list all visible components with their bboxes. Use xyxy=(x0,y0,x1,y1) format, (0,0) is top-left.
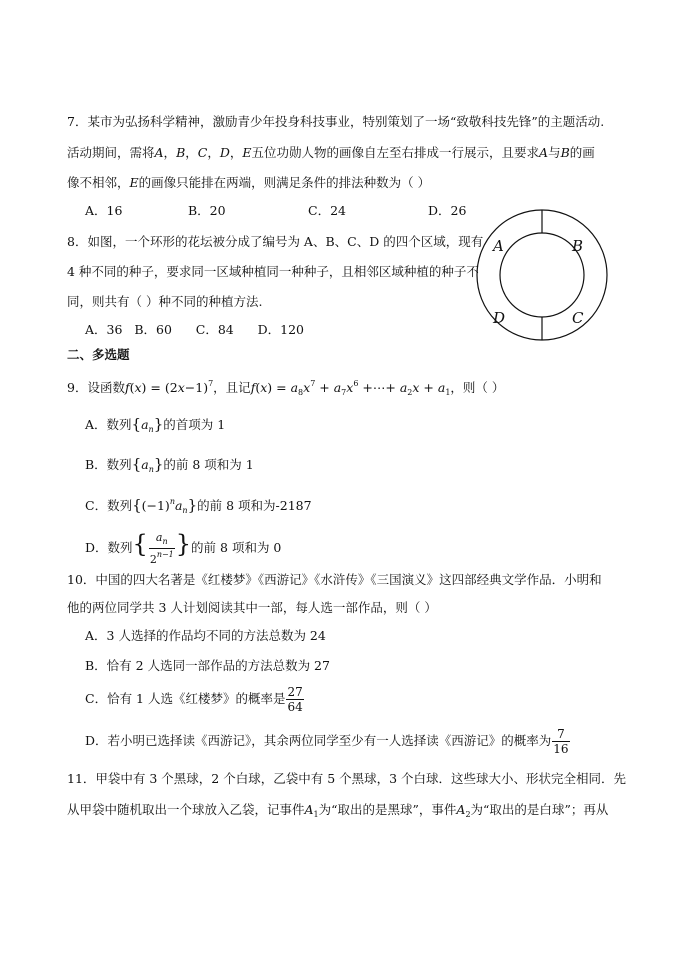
q9-option-d: D．数列{ $\frac{a_n}{2^{n-1}}$ }的前 8 项和为 0 xyxy=(85,530,282,566)
region-b-label: B xyxy=(572,237,584,255)
q7-option-c: C．24 xyxy=(308,203,346,218)
q8-options: A．36 B．60 C．84 D．120 xyxy=(85,322,304,337)
q9-option-b: B．数列$\{a_n\}$的前 8 项和为 1 xyxy=(85,455,254,474)
q11-line-1: 11．甲袋中有 3 个黑球，2 个白球，乙袋中有 5 个黑球，3 个白球．这些球大小、形状完全相同．先 xyxy=(67,771,627,786)
q10-option-c: C．恰有 1 人选《红楼梦》的概率是 $\frac{27}{64}$ xyxy=(85,685,303,714)
q10-d-fraction: $\frac{7}{16}$ xyxy=(553,727,569,756)
q10-c-fraction: $\frac{27}{64}$ xyxy=(287,685,303,714)
q9-stem: 9．设函数$f(x) = (2x-1)^7$，且记$f(x) = a_8x^7 + a_7x^6$ +⋯+ $a_2x + a_1$，则（ ） xyxy=(67,379,505,397)
ring-flowerbed-figure xyxy=(472,205,612,345)
q7-line-1: 7．某市为弘扬科学精神，激励青少年投身科技事业，特别策划了一场“致敬科技先锋”的主题活动. xyxy=(67,114,605,129)
q9-option-a: A．数列$\{a_n\}$的首项为 1 xyxy=(85,415,226,434)
q10-option-d: D．若小明已选择读《西游记》，其余两位同学至少有一人选择读《西游记》的概率为 $\frac{7}{16}$ xyxy=(85,727,569,756)
q11-line-2: 从甲袋中随机取出一个球放入乙袋，记事件$A_1$为“取出的是黑球”，事件$A_2$为“取出的是白球”；再从 xyxy=(67,802,609,819)
q9-d-fraction: $\frac{a_n}{2^{n-1}}$ xyxy=(149,530,174,566)
q7-line-3: 像不相邻，E的画像只能排在两端，则满足条件的排法种数为（ ） xyxy=(67,175,431,190)
q7-option-d: D．26 xyxy=(428,203,467,218)
q7-line-2: 活动期间，需将A，B，C，D，E五位功勋人物的画像自左至右排成一行展示，且要求A与B的画 xyxy=(67,145,595,160)
region-d-label: D xyxy=(493,309,506,327)
q10-option-a: A．3 人选择的作品均不同的方法总数为 24 xyxy=(85,628,326,643)
q10-line-2: 他的两位同学共 3 人计划阅读其中一部，每人选一部作品，则（ ） xyxy=(67,600,437,615)
region-c-label: C xyxy=(572,309,584,327)
q7-option-b: B．20 xyxy=(188,203,226,218)
q8-line-2: 4 种不同的种子，要求同一区域种植同一种种子，且相邻区域种植的种子不 xyxy=(67,264,479,279)
q8-line-1: 8．如图，一个环形的花坛被分成了编号为 A、B、C、D 的四个区域，现有 xyxy=(67,234,484,249)
q8-line-3: 同，则共有（ ）种不同的种植方法. xyxy=(67,294,263,309)
q10-option-b: B．恰有 2 人选同一部作品的方法总数为 27 xyxy=(85,658,330,673)
q10-line-1: 10．中国的四大名著是《红楼梦》《西游记》《水浒传》《三国演义》这四部经典文学作品．小明和 xyxy=(67,572,602,587)
region-a-label: A xyxy=(493,237,504,255)
q7-option-a: A．16 xyxy=(85,203,123,218)
section-heading-multiple-choice: 二、多选题 xyxy=(67,347,130,362)
q9-option-c: C．数列$\{(-1)^na_n\}$的前 8 项和为-2187 xyxy=(85,496,312,515)
